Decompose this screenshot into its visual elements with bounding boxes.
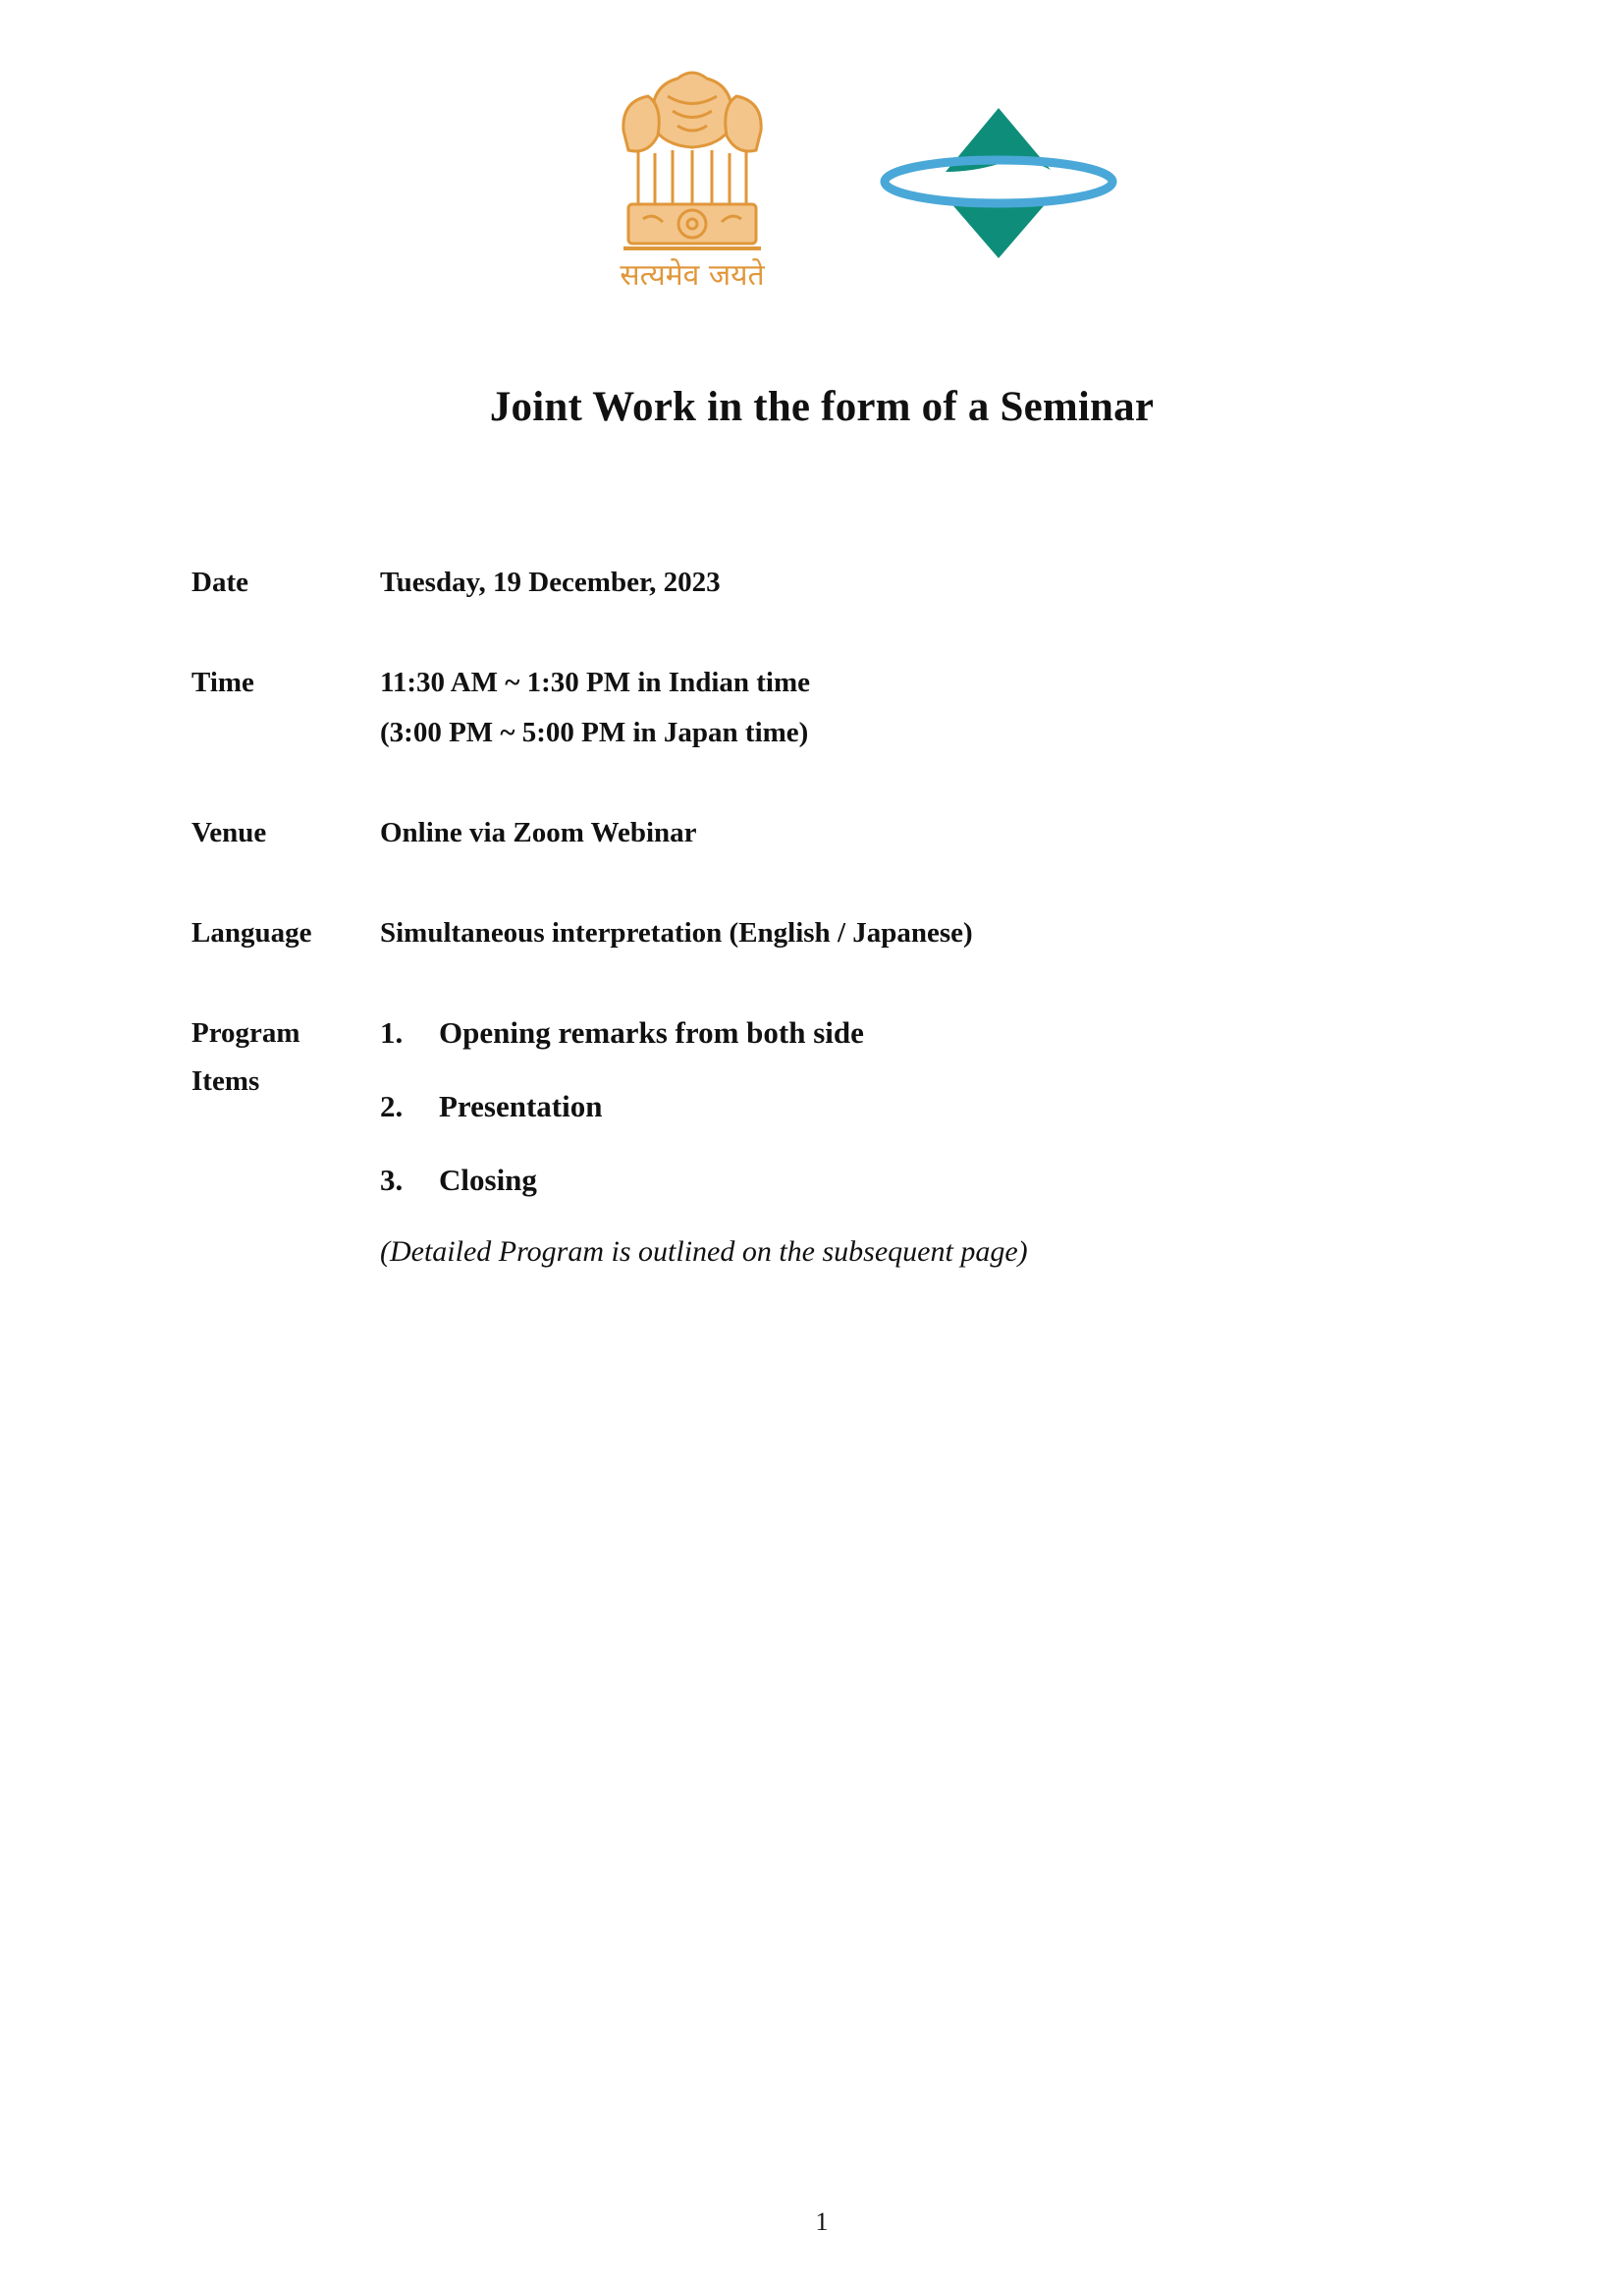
language-value: Simultaneous interpretation (English / Japanese) [380, 917, 973, 949]
time-value-indian: 11:30 AM ~ 1:30 PM in Indian time [380, 667, 811, 698]
program-item-number: 1. [380, 1015, 404, 1050]
program-item-number: 2. [380, 1089, 404, 1123]
page-number: 1 [815, 2207, 829, 2236]
program-item-number: 3. [380, 1163, 404, 1197]
venue-label: Venue [191, 817, 267, 848]
venue-value: Online via Zoom Webinar [380, 817, 697, 848]
program-label-line1: Program [191, 1017, 300, 1049]
program-item-text: Closing [439, 1163, 537, 1197]
national-emblem-icon [594, 57, 790, 297]
language-label: Language [191, 917, 312, 949]
date-value: Tuesday, 19 December, 2023 [380, 567, 721, 598]
program-item-text: Opening remarks from both side [439, 1015, 864, 1050]
program-label-line2: Items [191, 1065, 260, 1097]
program-note: (Detailed Program is outlined on the subsequent page) [380, 1235, 1028, 1268]
organization-logo-icon [879, 103, 1119, 265]
time-value-japan: (3:00 PM ~ 5:00 PM in Japan time) [380, 717, 809, 748]
time-label: Time [191, 667, 254, 698]
date-label: Date [191, 567, 248, 598]
program-item [380, 1163, 537, 1198]
emblem-motto: सत्यमेव जयते [620, 258, 765, 293]
program-item [380, 1015, 864, 1051]
national-emblem-logo [594, 57, 790, 297]
organization-logo [879, 103, 1119, 265]
program-item [380, 1089, 602, 1124]
program-item-text: Presentation [439, 1089, 603, 1123]
page-title: Joint Work in the form of a Seminar [489, 384, 1155, 430]
